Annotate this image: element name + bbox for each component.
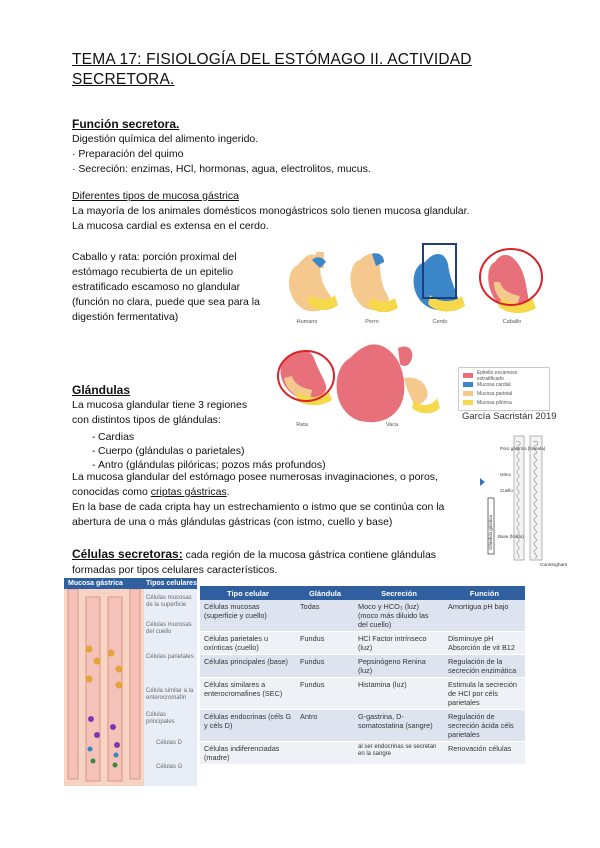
stomach-pig-icon: [414, 244, 465, 312]
horse-rat-paragraph: Caballo y rata: porción proximal del estómago recubierta de un epitelio estratificado escamoso no glandular (función no clara, puede que sea para la digestión fermentativa): [72, 251, 260, 323]
diagram-label: Células D: [156, 740, 183, 746]
funcion-heading: Función secretora.: [72, 117, 180, 131]
criptas-link: criptas gástricas: [150, 486, 227, 498]
glandulas-intro: La mucosa glandular tiene 3 regiones: [72, 399, 248, 411]
stomach-dog-icon: [350, 253, 398, 312]
gland-region-list: [72, 430, 372, 472]
arrow-icon: [480, 478, 485, 486]
gland-label: Glándula gástrica: [488, 514, 493, 550]
stomach-caption: Cerdo: [432, 319, 448, 325]
table-header: Glándula: [296, 586, 354, 600]
stomach-rat-cow-figure: [272, 338, 462, 430]
list-item: - Cuerpo (glándulas o parietales): [72, 444, 372, 458]
diagram-label: Células principales: [146, 712, 175, 725]
legend-item: Mucosa cardial: [463, 380, 545, 389]
gland-label: Cuello: [500, 488, 513, 493]
funcion-section: [72, 117, 532, 177]
funcion-line: · Secreción: enzimas, HCl, hormonas, agua, electrolitos, mucus.: [72, 163, 371, 175]
diagram-label: Células mucosas del cuello: [146, 622, 192, 635]
table-header: Función: [444, 586, 525, 600]
list-item: - Cardias: [72, 430, 372, 444]
legend-item: Mucosa parietal: [463, 389, 545, 398]
stomach-horse-icon: [480, 249, 542, 313]
tipos-heading: Diferentes tipos de mucosa gástrica: [72, 190, 239, 202]
stomach-caption: Humano: [296, 319, 318, 325]
celulas-text: formadas por tipos celulares característicos.: [72, 564, 278, 576]
stomach-comparison-figure: [280, 240, 550, 330]
mucosa-diagram: [64, 578, 197, 786]
table-row: Células parietales u oxínticas (cuello) Fundus HCl Factor intrínseco (luz) Disminuye pH Absorción de vit B12: [200, 632, 525, 655]
diagram-label: Células parietales: [146, 654, 194, 660]
mucosa-legend: [458, 367, 550, 411]
gland-credit: Cunningham: [540, 563, 568, 568]
table-row: Células indiferenciadas (madre) al ser endocrinas se secretan en la sangre Renovación células: [200, 742, 525, 765]
table-row: Células mucosas (superficie y cuello) Todas Moco y HCO₃ (luz) (moco más diluido las del cuello) Amortigua pH bajo: [200, 600, 525, 632]
secretory-cells-table: [200, 586, 525, 765]
stomach-cow-icon: [337, 344, 440, 422]
funcion-line: · Preparación del quimo: [72, 148, 184, 160]
gland-tissue-illustration: [64, 589, 144, 786]
criptas-line: La mucosa glandular del estómago posee numerosas invaginaciones, o poros,: [72, 471, 438, 483]
page-title: TEMA 17: FISIOLOGÍA DEL ESTÓMAGO II. ACTIVIDAD SECRETORA.: [72, 51, 472, 88]
criptas-line: abertura de una o más glándulas gástricas (con istmo, cuello y base): [72, 516, 393, 528]
diagram-label: Célula similar a la enterocromafín: [146, 688, 194, 701]
gland-label: Poro gástrico (foveola): [500, 446, 546, 451]
stomach-caption: Perro: [365, 319, 379, 325]
tipos-line: La mucosa cardial es extensa en el cerdo.: [72, 220, 269, 232]
celulas-heading: Células secretoras:: [72, 547, 183, 561]
celulas-text: cada región de la mucosa gástrica contiene glándulas: [182, 549, 437, 561]
table-row: Células principales (base) Fundus Pepsinógeno Renina (luz) Regulación de la secreción enzimática: [200, 655, 525, 678]
glandulas-intro: con distintos tipos de glándulas:: [72, 414, 221, 426]
mucosa-diagram-header: Mucosa gástrica Tipos celulares: [64, 578, 197, 589]
tipos-section: [72, 190, 542, 234]
table-row: Células similares a enterocromafines (SEC) Fundus Histamina (luz) Estimula la secreción de HCl por céls parietales: [200, 678, 525, 710]
stomach-caption: Vaca: [385, 422, 399, 428]
tipos-line: La mayoría de los animales domésticos monogástricos solo tienen mucosa glandular.: [72, 205, 470, 217]
legend-item: Epitelio escamoso estratificado: [463, 371, 545, 380]
table-header: Tipo celular: [200, 586, 296, 600]
glandulas-heading: Glándulas: [72, 383, 131, 397]
criptas-paragraph: [72, 470, 482, 530]
gland-label: Base (fondo): [498, 534, 524, 539]
funcion-line: Digestión química del alimento ingerido.: [72, 133, 259, 145]
table-header: Secreción: [354, 586, 444, 600]
gland-label: Istmo: [500, 472, 512, 477]
criptas-line: En la base de cada cripta hay un estrechamiento o istmo que se continúa con la: [72, 501, 445, 513]
stomach-human-icon: [289, 252, 338, 311]
figure-credit: García Sacristán 2019: [462, 411, 557, 422]
list-item: - Antro (glándulas pilóricas; pozos más profundos): [72, 458, 372, 472]
stomach-caption: Rata: [296, 422, 308, 428]
legend-item: Mucosa pilórica: [463, 398, 545, 407]
celulas-section: [72, 547, 502, 578]
stomach-rat-icon: [278, 351, 334, 406]
table-row: Células endocrinas (céls G y céls D) Antro G-gastrina, D-somatostatina (sangre) Regulación de secreción ácida céls parietales: [200, 710, 525, 742]
criptas-line: conocidas como criptas gástricas.: [72, 486, 230, 498]
stomach-caption: Caballo: [502, 319, 522, 325]
diagram-label: Células mucosas de la superficie: [146, 595, 192, 608]
table-header-row: [200, 586, 525, 600]
diagram-label: Células G: [156, 764, 183, 770]
